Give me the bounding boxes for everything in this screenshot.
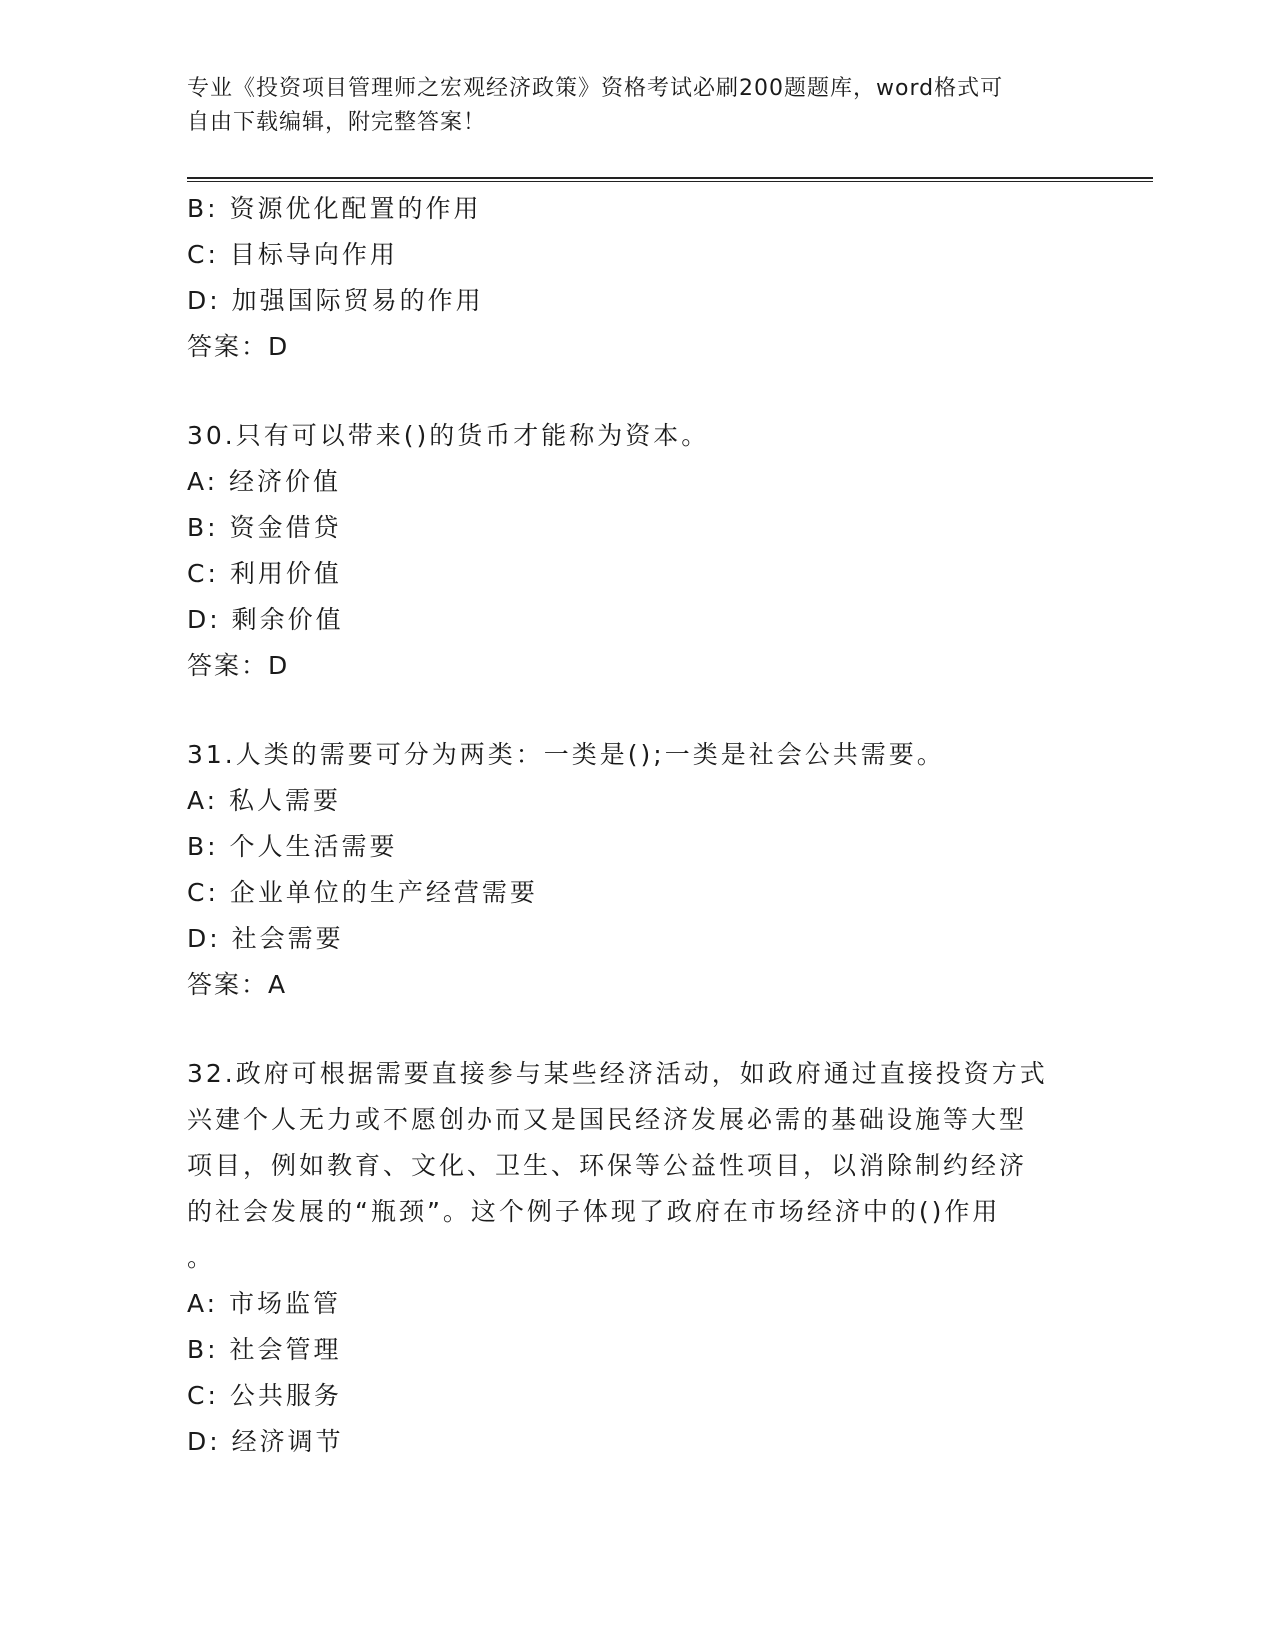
question-stem: 30.只有可以带来()的货币才能称为资本。: [187, 421, 710, 450]
question-stem-line-3: 项目，例如教育、文化、卫生、环保等公益性项目，以消除制约经济: [187, 1151, 1028, 1180]
question-list: [187, 186, 1087, 1465]
option-c: C: 目标导向作用: [187, 240, 398, 269]
question-stem-line-4: 的社会发展的“瓶颈”。这个例子体现了政府在市场经济中的()作用: [187, 1197, 1001, 1226]
question-29: [187, 186, 1087, 370]
option-d: D: 剩余价值: [187, 605, 344, 634]
option-a: A: 私人需要: [187, 786, 342, 815]
spacer: [187, 370, 1087, 413]
answer-line: 答案：D: [187, 332, 290, 361]
question-30: [187, 413, 1087, 689]
question-stem: 31.人类的需要可分为两类：一类是();一类是社会公共需要。: [187, 740, 945, 769]
header-divider: [187, 177, 1153, 182]
option-a: A: 经济价值: [187, 467, 342, 496]
option-c: C: 企业单位的生产经营需要: [187, 878, 538, 907]
option-c: C: 公共服务: [187, 1381, 342, 1410]
option-b: B: 资金借贷: [187, 513, 342, 542]
option-b: B: 资源优化配置的作用: [187, 194, 482, 223]
spacer: [187, 1008, 1087, 1051]
option-d: D: 社会需要: [187, 924, 344, 953]
question-32: [187, 1051, 1087, 1465]
option-a: A: 市场监管: [187, 1289, 342, 1318]
question-31: [187, 732, 1087, 1008]
header-line-1: 专业《投资项目管理师之宏观经济政策》资格考试必刷200题题库，word格式可: [187, 76, 1004, 101]
answer-line: 答案：D: [187, 651, 290, 680]
option-c: C: 利用价值: [187, 559, 342, 588]
answer-line: 答案：A: [187, 970, 288, 999]
header-line-2: 自由下载编辑，附完整答案！: [187, 110, 487, 135]
option-d: D: 经济调节: [187, 1427, 344, 1456]
question-stem-line-5: 。: [187, 1243, 216, 1272]
spacer: [187, 689, 1087, 732]
option-b: B: 个人生活需要: [187, 832, 398, 861]
option-b: B: 社会管理: [187, 1335, 342, 1364]
option-d: D: 加强国际贸易的作用: [187, 286, 484, 315]
document-header: [187, 72, 1067, 140]
question-stem-line-1: 32.政府可根据需要直接参与某些经济活动，如政府通过直接投资方式: [187, 1059, 1048, 1088]
question-stem-line-2: 兴建个人无力或不愿创办而又是国民经济发展必需的基础设施等大型: [187, 1105, 1028, 1134]
